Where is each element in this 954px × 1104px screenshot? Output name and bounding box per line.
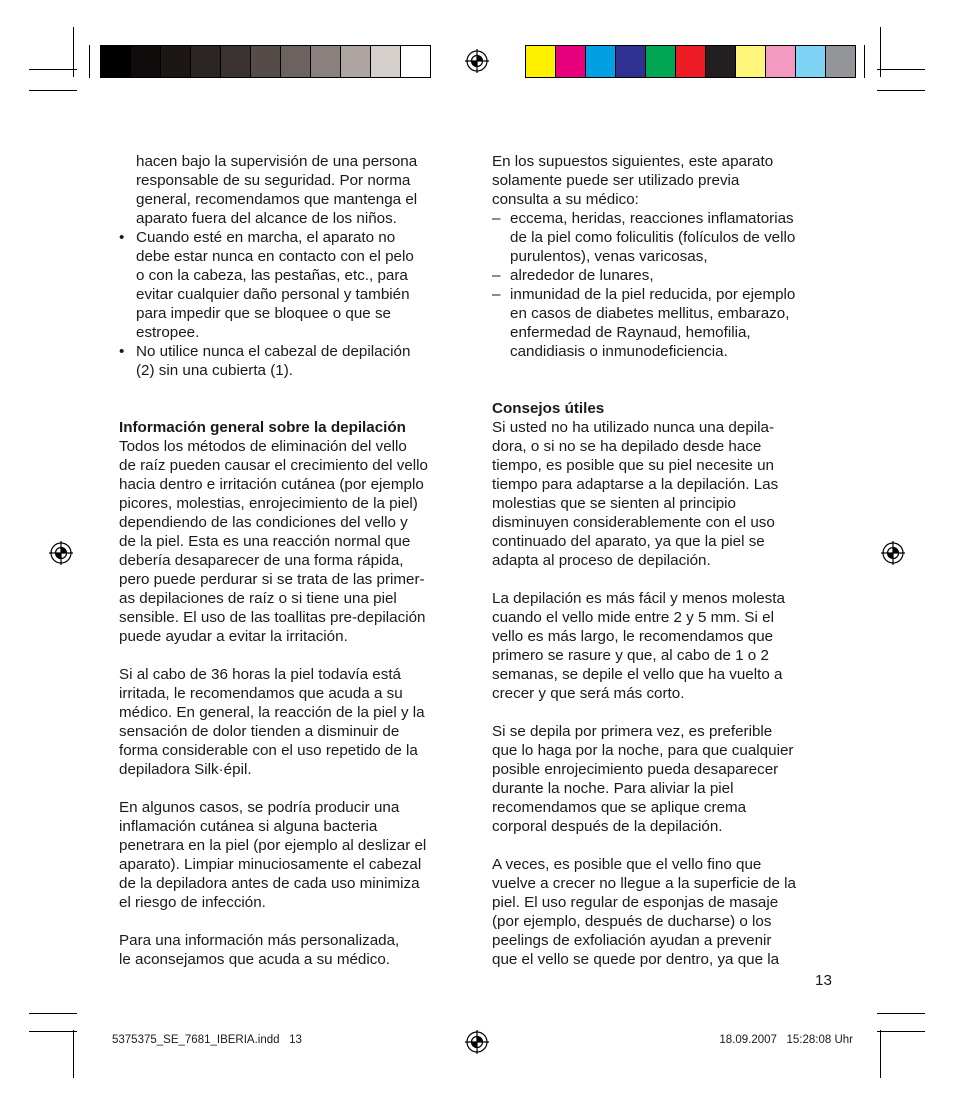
text-line <box>119 684 428 703</box>
line-text: en casos de diabetes mellitus, embarazo, <box>510 305 790 322</box>
paragraph-gap <box>119 912 428 931</box>
text-line <box>492 931 796 950</box>
text-line <box>492 513 796 532</box>
dash-marker: – <box>492 210 501 227</box>
line-text: durante la noche. Para aliviar la piel <box>492 780 734 797</box>
text-line <box>492 874 796 893</box>
text-line <box>492 304 796 323</box>
line-text: Todos los métodos de eliminación del vello <box>119 438 407 455</box>
text-line <box>119 171 428 190</box>
line-text: Información general sobre la depilación <box>119 419 406 436</box>
line-text: sensible. El uso de las toallitas pre-depilación <box>119 609 426 626</box>
color-swatch <box>311 46 341 77</box>
text-line <box>492 893 796 912</box>
text-line <box>492 551 796 570</box>
color-swatch <box>586 46 616 77</box>
text-line <box>492 342 796 361</box>
line-text: puede ayudar a evitar la irritación. <box>119 628 348 645</box>
text-line <box>119 228 428 247</box>
text-line <box>492 665 796 684</box>
text-line <box>119 950 428 969</box>
text-line <box>119 722 428 741</box>
text-line <box>492 266 796 285</box>
line-text: aparato fuera del alcance de los niños. <box>136 210 397 227</box>
text-line <box>492 323 796 342</box>
crop-mark <box>29 1031 77 1032</box>
line-text: Consejos útiles <box>492 400 605 417</box>
line-text: sensación de dolor tienden a disminuir de <box>119 723 400 740</box>
line-text: hacia dentro e irritación cutánea (por ejemplo <box>119 476 424 493</box>
crop-mark <box>877 90 925 91</box>
text-line <box>492 190 796 209</box>
line-text: aparato). Limpiar minuciosamente el cabezal <box>119 856 422 873</box>
line-text: irritada, le recomendamos que acuda a su <box>119 685 403 702</box>
text-line <box>119 266 428 285</box>
line-text: crecer y que será más corto. <box>492 685 685 702</box>
text-line <box>119 323 428 342</box>
text-line <box>492 855 796 874</box>
text-line <box>492 589 796 608</box>
line-text: responsable de su seguridad. Por norma <box>136 172 411 189</box>
text-line <box>492 437 796 456</box>
line-text: picores, molestias, enrojecimiento de la piel) <box>119 495 418 512</box>
text-line <box>119 209 428 228</box>
line-text: inmunidad de la piel reducida, por ejemplo <box>510 286 796 303</box>
color-swatch <box>646 46 676 77</box>
color-swatch <box>796 46 826 77</box>
text-line <box>119 817 428 836</box>
line-text: inflamación cutánea si alguna bacteria <box>119 818 378 835</box>
section-heading <box>119 418 428 437</box>
text-line <box>119 931 428 950</box>
text-line <box>119 494 428 513</box>
grayscale-color-bar <box>100 45 431 78</box>
text-line <box>492 950 796 969</box>
right-text-column <box>492 152 796 969</box>
line-text: tiempo, es posible que su piel necesite un <box>492 457 774 474</box>
crop-mark <box>73 1030 74 1078</box>
crop-mark <box>89 45 90 78</box>
line-text: posible enrojecimiento pueda desaparecer <box>492 761 779 778</box>
line-text: médico. En general, la reacción de la piel y la <box>119 704 425 721</box>
line-text: hacen bajo la supervisión de una persona <box>136 153 418 170</box>
crop-mark <box>880 1030 881 1078</box>
crop-mark <box>877 1013 925 1014</box>
line-text: Cuando esté en marcha, el aparato no <box>136 229 396 246</box>
line-text: purulentos), venas varicosas, <box>510 248 708 265</box>
line-text: Si al cabo de 36 horas la piel todavía está <box>119 666 401 683</box>
paragraph-gap <box>119 779 428 798</box>
line-text: tiempo para adaptarse a la depilación. Las <box>492 476 779 493</box>
text-line <box>119 152 428 171</box>
line-text: alrededor de lunares, <box>510 267 654 284</box>
text-line <box>119 627 428 646</box>
text-line <box>492 627 796 646</box>
line-text: de la depiladora antes de cada uso minimiza <box>119 875 420 892</box>
text-line <box>492 456 796 475</box>
line-text: peelings de exfoliación ayudan a prevenir <box>492 932 772 949</box>
line-text: candidiasis o inmunodeficiencia. <box>510 343 728 360</box>
color-swatch <box>706 46 736 77</box>
text-line <box>119 532 428 551</box>
text-line <box>119 836 428 855</box>
text-line <box>119 285 428 304</box>
color-swatch <box>221 46 251 77</box>
line-text: Si se depila por primera vez, es preferible <box>492 723 773 740</box>
text-line <box>492 475 796 494</box>
line-text: corporal después de la depilación. <box>492 818 723 835</box>
line-text: eccema, heridas, reacciones inflamatorias <box>510 210 794 227</box>
line-text: de la piel. Esta es una reacción normal que <box>119 533 411 550</box>
line-text: enfermedad de Raynaud, hemofilia, <box>510 324 751 341</box>
text-line <box>119 760 428 779</box>
footer-file-name: 5375375_SE_7681_IBERIA.indd 13 <box>112 1034 302 1046</box>
page-number: 13 <box>815 972 832 989</box>
line-text: (por ejemplo, después de ducharse) o los <box>492 913 772 930</box>
text-line <box>119 342 428 361</box>
line-text: cuando el vello mide entre 2 y 5 mm. Si el <box>492 609 774 626</box>
text-line <box>119 855 428 874</box>
bullet-icon: • <box>119 343 125 360</box>
line-text: de la piel como foliculitis (folículos de vello <box>510 229 796 246</box>
line-text: o con la cabeza, las pestañas, etc., para <box>136 267 408 284</box>
paragraph-gap <box>492 570 796 589</box>
text-line <box>119 190 428 209</box>
line-text: pero puede perdurar si se trata de las primer- <box>119 571 425 588</box>
line-text: continuado del aparato, ya que la piel se <box>492 533 765 550</box>
color-swatch <box>131 46 161 77</box>
color-swatch <box>766 46 796 77</box>
text-line <box>119 665 428 684</box>
line-text: piel. El uso regular de esponjas de masaje <box>492 894 779 911</box>
line-text: En algunos casos, se podría producir una <box>119 799 400 816</box>
line-text: vuelve a crecer no llegue a la superficie de la <box>492 875 796 892</box>
line-text: dora, o si no se ha depilado desde hace <box>492 438 762 455</box>
color-swatch <box>736 46 766 77</box>
color-swatch <box>401 46 430 77</box>
text-line <box>119 874 428 893</box>
line-text: general, recomendamos que mantenga el <box>136 191 418 208</box>
line-text: dependiendo de las condiciones del vello y <box>119 514 408 531</box>
text-line <box>492 418 796 437</box>
paragraph-gap <box>492 836 796 855</box>
text-line <box>492 741 796 760</box>
text-line <box>119 608 428 627</box>
color-swatch <box>556 46 586 77</box>
line-text: estropee. <box>136 324 200 341</box>
line-text: disminuyen considerablemente con el uso <box>492 514 775 531</box>
crop-mark <box>29 69 77 70</box>
text-line <box>119 304 428 323</box>
paragraph-gap <box>492 703 796 722</box>
line-text: depiladora Silk·épil. <box>119 761 252 778</box>
crop-mark <box>29 90 77 91</box>
registration-mark-icon <box>881 541 905 565</box>
text-line <box>119 437 428 456</box>
line-text: que lo haga por la noche, para que cualquier <box>492 742 794 759</box>
line-text: que el vello se quede por dentro, ya que la <box>492 951 780 968</box>
text-line <box>492 684 796 703</box>
line-text: A veces, es posible que el vello fino que <box>492 856 762 873</box>
color-swatch <box>371 46 401 77</box>
line-text: forma considerable con el uso repetido de la <box>119 742 418 759</box>
line-text: No utilice nunca el cabezal de depilación <box>136 343 411 360</box>
text-line <box>492 171 796 190</box>
text-line <box>119 475 428 494</box>
line-text: molestias que se sienten al principio <box>492 495 736 512</box>
line-text: primero se rasure y que, al cabo de 1 o 2 <box>492 647 769 664</box>
section-gap <box>119 380 428 418</box>
crop-mark <box>864 45 865 78</box>
color-swatch <box>281 46 311 77</box>
text-line <box>119 570 428 589</box>
text-line <box>119 798 428 817</box>
text-line <box>492 228 796 247</box>
text-line <box>492 209 796 228</box>
line-text: para impedir que se bloquee o que se <box>136 305 391 322</box>
crop-mark <box>877 69 925 70</box>
color-swatch <box>251 46 281 77</box>
registration-mark-icon <box>465 1030 489 1054</box>
line-text: penetrara en la piel (por ejemplo al deslizar el <box>119 837 427 854</box>
line-text: as depilaciones de raíz o si tiene una piel <box>119 590 397 607</box>
text-line <box>119 703 428 722</box>
line-text: le aconsejamos que acuda a su médico. <box>119 951 391 968</box>
line-text: Si usted no ha utilizado nunca una depila- <box>492 419 775 436</box>
text-line <box>119 456 428 475</box>
text-line <box>492 494 796 513</box>
section-heading <box>492 399 796 418</box>
line-text: Para una información más personalizada, <box>119 932 400 949</box>
text-line <box>492 760 796 779</box>
text-line <box>492 152 796 171</box>
section-gap <box>492 361 796 399</box>
color-swatch <box>616 46 646 77</box>
text-line <box>119 361 428 380</box>
process-color-bar <box>525 45 856 78</box>
text-line <box>492 722 796 741</box>
bullet-icon: • <box>119 229 125 246</box>
text-line <box>492 646 796 665</box>
line-text: (2) sin una cubierta (1). <box>136 362 294 379</box>
registration-mark-icon <box>465 49 489 73</box>
color-swatch <box>526 46 556 77</box>
text-line <box>119 513 428 532</box>
text-line <box>119 893 428 912</box>
text-line <box>492 817 796 836</box>
text-line <box>492 608 796 627</box>
color-swatch <box>826 46 855 77</box>
text-line <box>492 779 796 798</box>
paragraph-gap <box>119 646 428 665</box>
text-line <box>492 247 796 266</box>
line-text: solamente puede ser utilizado previa <box>492 172 740 189</box>
line-text: evitar cualquier daño personal y también <box>136 286 410 303</box>
line-text: semanas, se depile el vello que ha vuelto a <box>492 666 783 683</box>
line-text: debería desaparecer de una forma rápida, <box>119 552 404 569</box>
line-text: debe estar nunca en contacto con el pelo <box>136 248 414 265</box>
text-line <box>119 247 428 266</box>
line-text: adapta al proceso de depilación. <box>492 552 711 569</box>
crop-mark <box>29 1013 77 1014</box>
dash-marker: – <box>492 286 501 303</box>
line-text: vello es más largo, le recomendamos que <box>492 628 774 645</box>
color-swatch <box>676 46 706 77</box>
color-swatch <box>341 46 371 77</box>
crop-mark <box>877 1031 925 1032</box>
line-text: de raíz pueden causar el crecimiento del vello <box>119 457 428 474</box>
line-text: consulta a su médico: <box>492 191 639 208</box>
text-line <box>492 532 796 551</box>
line-text: La depilación es más fácil y menos molesta <box>492 590 785 607</box>
line-text: el riesgo de infección. <box>119 894 266 911</box>
registration-mark-icon <box>49 541 73 565</box>
color-swatch <box>101 46 131 77</box>
color-swatch <box>161 46 191 77</box>
text-line <box>492 912 796 931</box>
text-line <box>119 741 428 760</box>
line-text: En los supuestos siguientes, este aparato <box>492 153 774 170</box>
color-swatch <box>191 46 221 77</box>
text-line <box>492 798 796 817</box>
footer-timestamp: 18.09.2007 15:28:08 Uhr <box>719 1034 853 1046</box>
text-line <box>492 285 796 304</box>
text-line <box>119 551 428 570</box>
dash-marker: – <box>492 267 501 284</box>
line-text: recomendamos que se aplique crema <box>492 799 747 816</box>
text-line <box>119 589 428 608</box>
left-text-column <box>119 152 428 969</box>
